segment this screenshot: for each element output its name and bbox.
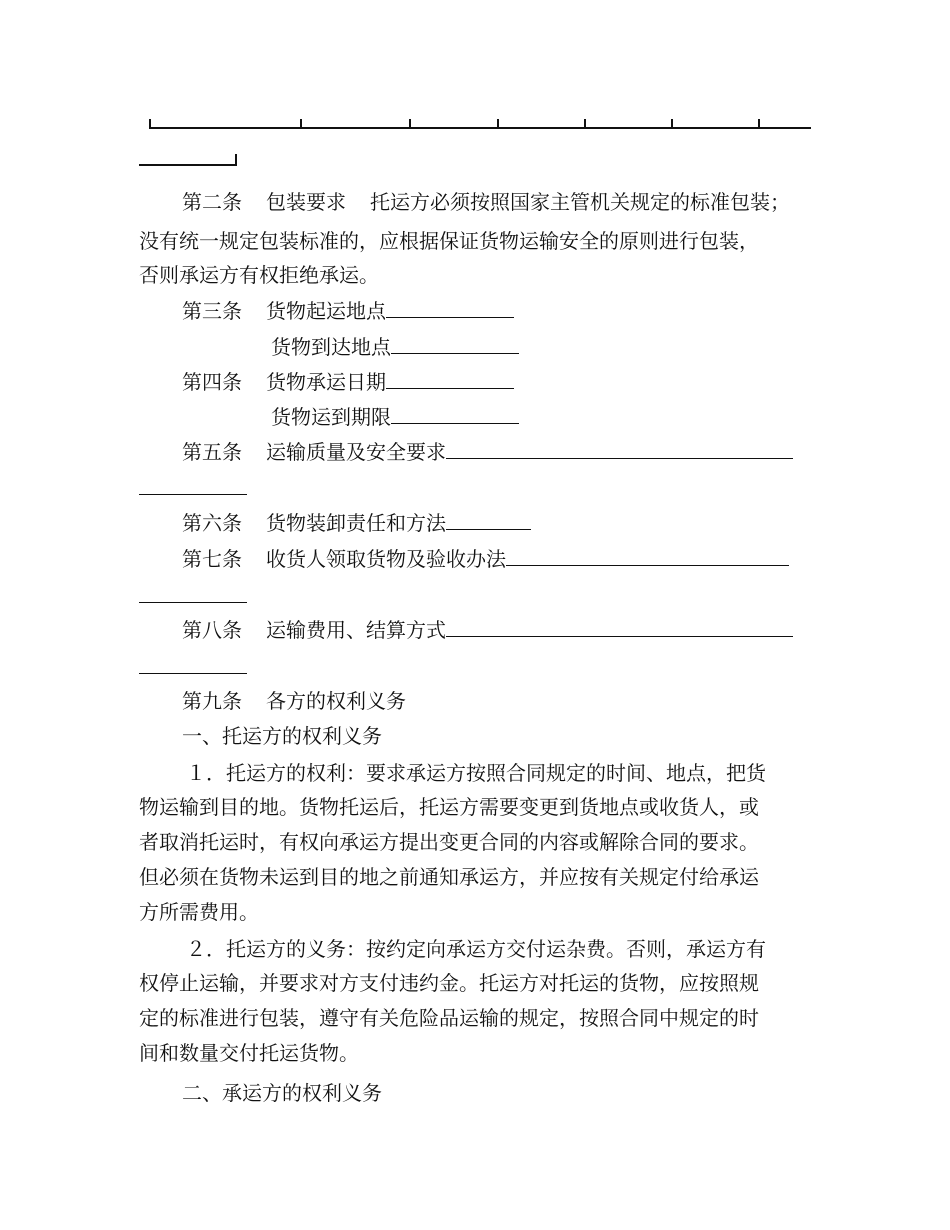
article-label: 第三条 xyxy=(182,299,242,323)
table-tick xyxy=(671,119,673,129)
paragraph-line: 者取消托运时，有权向承运方提出变更合同的内容或解除合同的要求。 xyxy=(139,830,759,854)
article-label: 第七条 xyxy=(182,547,242,571)
article-label: 第五条 xyxy=(182,440,242,464)
article-title: 包装要求 xyxy=(266,190,346,214)
fill-blank-continued[interactable] xyxy=(139,673,247,674)
article-text: 货物装卸责任和方法 xyxy=(266,511,446,535)
article-item: 货物承运日期 xyxy=(266,370,386,394)
section1-heading: 一、托运方的权利义务 xyxy=(182,724,382,748)
fill-blank[interactable] xyxy=(386,366,514,389)
article-text: 收货人领取货物及验收办法 xyxy=(266,547,506,571)
fill-blank[interactable] xyxy=(506,543,789,566)
article8-line1 xyxy=(182,613,793,647)
fill-blank[interactable] xyxy=(446,614,793,637)
article-text: 运输质量及安全要求 xyxy=(266,440,446,464)
paragraph-line: 间和数量交付托运货物。 xyxy=(139,1041,359,1065)
table-bottom-border xyxy=(149,127,811,129)
fill-blank[interactable] xyxy=(391,401,519,424)
table-tick xyxy=(497,119,499,129)
paragraph-line: ２．托运方的义务：按约定向承运方交付运杂费。否则，承运方有 xyxy=(186,937,766,961)
section2-heading: 二、承运方的权利义务 xyxy=(182,1081,382,1105)
paragraph-line: １．托运方的权利：要求承运方按照合同规定的时间、地点，把货 xyxy=(186,761,766,785)
fill-blank[interactable] xyxy=(446,436,793,459)
table-bottom-border-continued xyxy=(139,164,237,166)
article-text: 运输费用、结算方式 xyxy=(266,618,446,642)
article9-line1 xyxy=(182,684,406,718)
table-tick xyxy=(300,119,302,129)
fill-blank-continued[interactable] xyxy=(139,494,247,495)
article-item: 货物起运地点 xyxy=(266,299,386,323)
article-label: 第四条 xyxy=(182,370,242,394)
paragraph-line: 但必须在货物未运到目的地之前通知承运方，并应按有关规定付给承运 xyxy=(139,865,759,889)
fill-blank[interactable] xyxy=(391,331,519,354)
article-label: 第二条 xyxy=(182,190,242,214)
article3-line1 xyxy=(182,294,514,328)
article2-line2: 没有统一规定包装标准的，应根据保证货物运输安全的原则进行包装， xyxy=(139,229,759,253)
paragraph-line: 权停止运输，并要求对方支付违约金。托运方对托运的货物，应按照规 xyxy=(139,971,759,995)
table-tick xyxy=(758,119,760,129)
fill-blank[interactable] xyxy=(386,295,514,318)
paragraph-line: 物运输到目的地。货物托运后，托运方需要变更到货地点或收货人，或 xyxy=(139,795,759,819)
article6-line1 xyxy=(182,506,531,540)
article2-line1 xyxy=(182,185,790,219)
article-item: 货物运到期限 xyxy=(271,405,391,429)
article-label: 第八条 xyxy=(182,618,242,642)
table-tick xyxy=(409,119,411,129)
fill-blank-continued[interactable] xyxy=(139,602,247,603)
article5-line1 xyxy=(182,435,793,469)
article4-line2 xyxy=(271,400,519,434)
paragraph-line: 定的标准进行包装，遵守有关危险品运输的规定，按照合同中规定的时 xyxy=(139,1006,759,1030)
article4-line1 xyxy=(182,365,514,399)
fill-blank[interactable] xyxy=(446,507,531,530)
article3-line2 xyxy=(271,330,519,364)
article-label: 第九条 xyxy=(182,689,242,713)
article7-line1 xyxy=(182,542,789,576)
table-tick xyxy=(149,119,151,129)
article-text: 托运方必须按照国家主管机关规定的标准包装； xyxy=(370,190,790,214)
article2-line3: 否则承运方有权拒绝承运。 xyxy=(139,263,379,287)
article-item: 货物到达地点 xyxy=(271,335,391,359)
paragraph-line: 方所需费用。 xyxy=(139,900,259,924)
table-tick xyxy=(584,119,586,129)
table-corner xyxy=(235,154,237,166)
article-text: 各方的权利义务 xyxy=(266,689,406,713)
article-label: 第六条 xyxy=(182,511,242,535)
